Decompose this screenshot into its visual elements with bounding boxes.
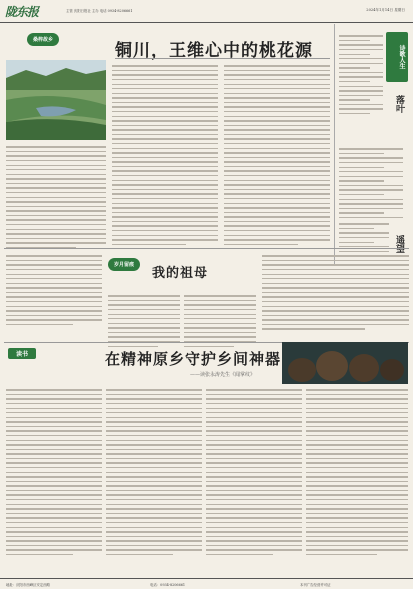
middle-col-right bbox=[262, 252, 409, 330]
poem-title-gazing: 遥望 bbox=[394, 235, 404, 253]
middle-col-2 bbox=[108, 292, 180, 347]
jars-photo bbox=[282, 342, 408, 384]
page-footer bbox=[0, 578, 413, 589]
header-info: 主管 庆阳日报社 主办 电话 0934-8206661 bbox=[66, 9, 133, 13]
section-tag-poetry: 诗歌人生 bbox=[386, 32, 408, 82]
poem-title-fallen-leaves: 落叶 bbox=[394, 95, 404, 113]
top-article-col1 bbox=[6, 143, 106, 248]
footer-phone: 电话：0934-8206661 bbox=[150, 583, 186, 587]
poetry-col2 bbox=[339, 145, 403, 218]
title-rule bbox=[115, 58, 330, 59]
header-date: 2024年1月14日 星期日 bbox=[366, 8, 405, 12]
landscape-photo bbox=[6, 60, 106, 140]
bottom-col-3 bbox=[206, 386, 302, 555]
middle-col-3 bbox=[184, 292, 256, 347]
page-header bbox=[0, 0, 413, 23]
middle-col-left bbox=[6, 252, 102, 325]
section-tag-memories: 岁月留痕 bbox=[108, 258, 140, 271]
masthead: 陇东报 bbox=[5, 5, 39, 19]
article-title-review: 在精神原乡守护乡间神器 bbox=[105, 350, 282, 368]
poetry-col1 bbox=[339, 32, 383, 114]
footer-license: 本刊广告经营许可证 bbox=[300, 583, 331, 587]
bottom-col-2 bbox=[106, 386, 202, 555]
article-title-grandmother: 我的祖母 bbox=[152, 266, 209, 281]
footer-address: 地址：庆阳市西峰区安定西路 bbox=[6, 583, 51, 587]
top-article-col3 bbox=[224, 62, 330, 245]
article-title-main: 铜川，王维心中的桃花源 bbox=[115, 41, 313, 61]
article-subtitle: ——读张永涛先生《闻掌纹》 bbox=[190, 372, 256, 378]
column-divider bbox=[334, 24, 335, 264]
section-tag-reading: 读书 bbox=[8, 348, 36, 359]
bottom-col-4 bbox=[306, 386, 408, 555]
section-divider-1 bbox=[4, 248, 409, 249]
section-tag-hometown: 桑梓故乡 bbox=[27, 33, 59, 46]
bottom-col-1 bbox=[6, 386, 102, 555]
top-article-col2 bbox=[112, 62, 218, 245]
